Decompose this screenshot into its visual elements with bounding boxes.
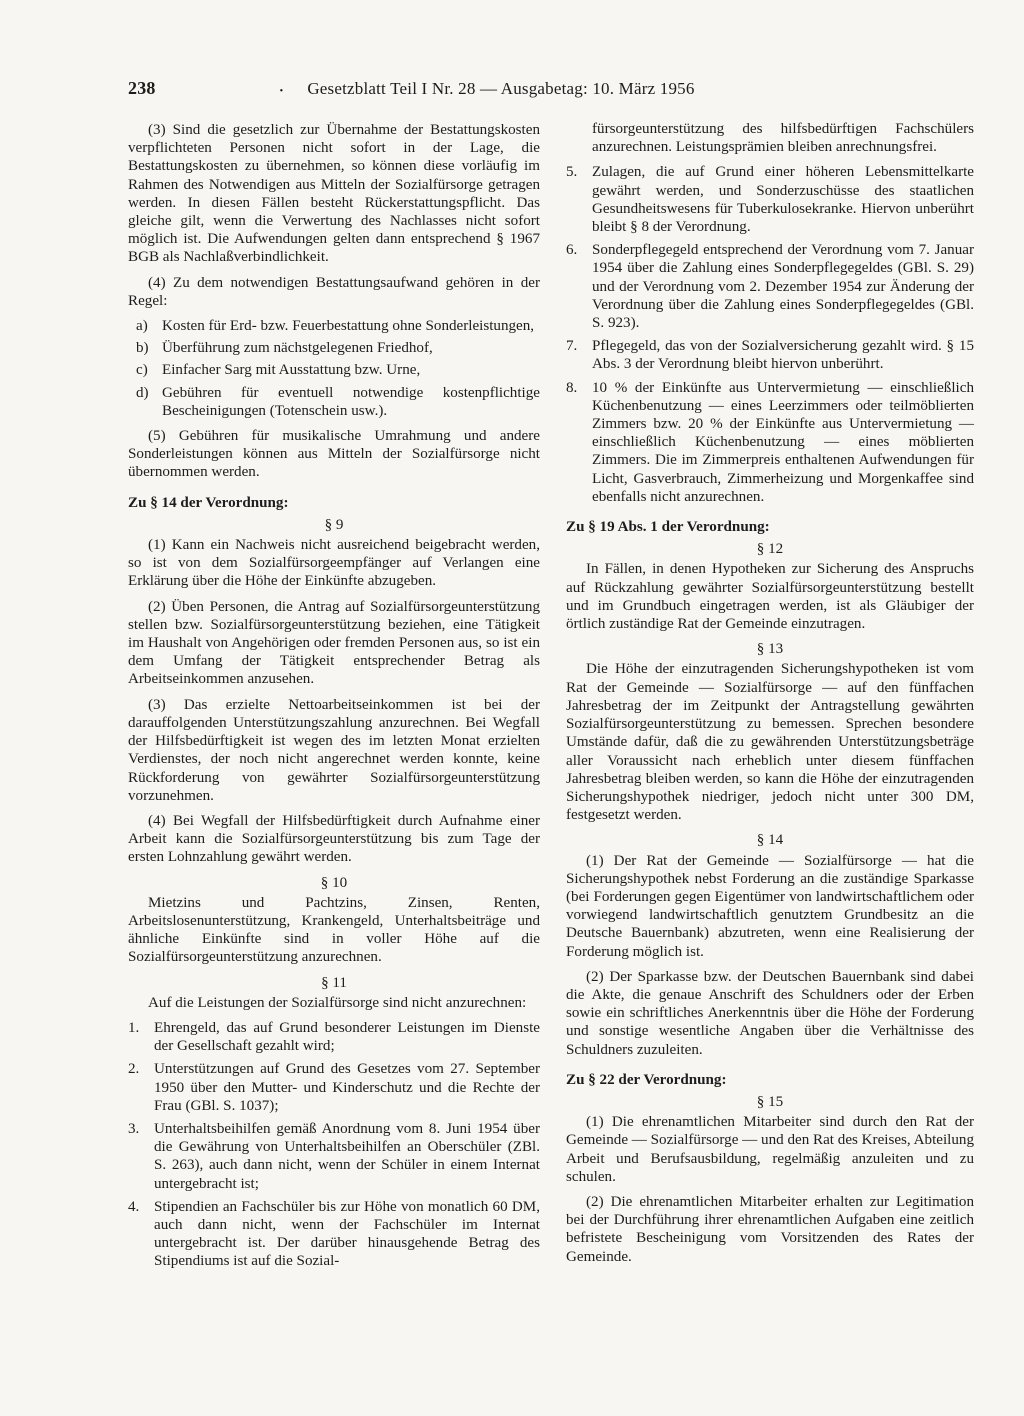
paragraph: (3) Sind die gesetzlich zur Übernahme der Bestattungskosten verpflichteten Personen nicht sofort in der Lage, die Bestattungskosten zu übernehmen, so können diese vorläufig im Rahmen des Notwendigen aus Mitteln der Sozialfürsorge getragen werden. In diesen Fällen besteht Rückerstattungspflicht. Das gleiche gilt, wenn die Verwertung des Nachlasses nicht sofort möglich ist. Die Aufwendungen gelten dann entsprechend § 1967 BGB als Nachlaßverbindlichkeit.: [128, 122, 540, 266]
paragraph: Auf die Leistungen der Sozialfürsorge sind nicht anzurechnen:: [148, 994, 527, 1011]
list-item-continuation: fürsorgeunterstützung des hilfsbedürftigen Fachschülers anzurechnen. Leistungsprämien bleiben anrechnungsfrei.: [592, 121, 974, 156]
header-title: Gesetzblatt Teil I Nr. 28 — Ausgabetag: 10. März 1956: [307, 79, 695, 98]
paragraph: Mietzins und Pachtzins, Zinsen, Renten, Arbeitslosenunterstützung, Krankengeld, Unterhaltsbeiträge und ähnliche Einkünfte sind in voller Höhe auf die Sozialfürsorgeunterstützung anzurechnen.: [128, 894, 540, 966]
list-item: [566, 337, 974, 373]
list-item: [128, 361, 540, 379]
section-number: § 12: [756, 541, 784, 558]
list-item-text: Kosten für Erd- bzw. Feuerbestattung ohne Sonderleistungen,: [162, 318, 535, 335]
paragraph: (1) Kann ein Nachweis nicht ausreichend beigebracht werden, so ist von dem Sozialfürsorgeempfänger auf Verlangen eine Erklärung über die Höhe der Einkünfte abzugeben.: [128, 537, 540, 590]
list-item: [128, 1019, 540, 1055]
list-item: [566, 163, 974, 236]
list-item: [128, 384, 540, 420]
paragraph: (2) Der Sparkasse bzw. der Deutschen Bauernbank sind dabei die Akte, die genaue Anschrift des Schuldners oder der Erben sowie ein schriftliches Anerkenntnis über die Höhe der Forderung und sonstige wesentliche Angaben über die Verhältnisse des Schuldners zuzuleiten.: [566, 968, 974, 1058]
list-item-text: Sonderpflegegeld entsprechend der Verordnung vom 7. Januar 1954 über die Zahlung eines Sonderpflegegeldes (GBl. S. 29) und der Verordnung vom 2. Dezember 1954 zur Änderung der Verordnung über die Zahlung eines Sonderpflegegeldes (GBl. S. 923).: [592, 242, 974, 332]
list-item-text: Gebühren für eventuell notwendige kostenpflichtige Bescheinigungen (Totenschein usw.).: [162, 384, 540, 419]
list-marker: b): [136, 340, 149, 357]
list-item-text: 10 % der Einkünfte aus Untervermietung — einschließlich Küchenbenutzung — eines Leerzimmers oder teilmöblierten Zimmers bzw. 20 % der Einkünfte aus Untervermietung — einschließlich Küchenbenutzung — eines möblierten Zimmers. Die im Zimmerpreis enthaltenen Aufwendungen für Licht, Gasverbrauch, Zimmerheizung und Morgenkaffee sind ebenfalls nicht anzurechnen.: [592, 379, 974, 505]
list-marker: 1.: [128, 1019, 140, 1036]
list-marker: a): [136, 318, 148, 335]
list-item-text: Ehrengeld, das auf Grund besonderer Leistungen im Dienste der Gesellschaft gezahlt wird;: [154, 1019, 540, 1055]
list-item: [128, 339, 540, 357]
list-marker: 5.: [566, 164, 578, 181]
paragraph: (2) Üben Personen, die Antrag auf Sozialfürsorgeunterstützung stellen bzw. Sozialfürsorgeunterstützung beziehen, eine Tätigkeit im Haushalt von Angehörigen oder fremden Personen aus, so ist ein dem Umfang der Tätigkeit entsprechender Betrag als Arbeitseinkommen anzusehen.: [128, 598, 540, 688]
list-item: [128, 1060, 540, 1115]
paragraph: (5) Gebühren für musikalische Umrahmung und andere Sonderleistungen können aus Mitteln der Sozialfürsorge nicht übernommen werden.: [128, 428, 540, 481]
list-marker: 6.: [566, 242, 578, 259]
paragraph: (1) Die ehrenamtlichen Mitarbeiter sind durch den Rat der Gemeinde — Sozialfürsorge — und den Rat des Kreises, Abteilung Arbeit und Berufsausbildung, regelmäßig anzuleiten und zu schulen.: [566, 1114, 975, 1185]
list-item: [128, 1120, 540, 1193]
paragraph: Die Höhe der einzutragenden Sicherungshypotheken ist vom Rat der Gemeinde — Sozialfürsorge — auf den fünffachen Jahresbetrag der im Zeitpunkt der Antragstellung gewährten Sozialfürsorgeunterstützung zu bemessen. Sprechen besondere Umstände dafür, daß die zu gewährenden Unterstützungsbeträge aller Voraussicht nach erheblich unter diesem fünffachen Jahresbetrag bleiben werden, so kann die Höhe der einzutragenden Sicherungshypothek niedriger, jedoch nicht unter 300 DM, festgesetzt werden.: [566, 661, 974, 824]
list-item: [566, 379, 974, 506]
list-item-text: Einfacher Sarg mit Ausstattung bzw. Urne,: [162, 362, 421, 379]
list-marker: 3.: [128, 1120, 140, 1137]
section-number: § 14: [756, 832, 784, 849]
section-heading: Zu § 14 der Verordnung:: [128, 494, 289, 511]
list-item: [566, 241, 974, 332]
list-item-text: Unterhaltsbeihilfen gemäß Anordnung vom 8. Juni 1954 über die Gewährung von Unterhaltsbeihilfen an Oberschüler (ZBl. S. 263), auch dann nicht, wenn der Schüler in einem Internat untergebracht ist;: [154, 1120, 540, 1192]
page-header: [128, 78, 784, 104]
list-marker: 7.: [566, 338, 578, 355]
page-number: 238: [128, 78, 156, 98]
list-item: [128, 317, 540, 335]
section-heading: Zu § 22 der Verordnung:: [566, 1071, 727, 1088]
paragraph: (3) Das erzielte Nettoarbeitseinkommen ist bei der darauffolgenden Unterstützungszahlung anzurechnen. Bei Wegfall der Hilfsbedürftigkeit ist wegen des im letzten Monat erzielten Verdienstes, der noch nicht angerechnet werden konnte, keine Rückforderung von gewährter Sozialfürsorgeunterstützung vorzunehmen.: [128, 696, 540, 804]
paragraph: (2) Die ehrenamtlichen Mitarbeiter erhalten zur Legitimation bei der Durchführung ihrer ehrenamtlichen Aufgaben eine zeitlich befristete Bescheinigung vom Vorsitzenden des Rates der Gemeinde.: [566, 1193, 974, 1265]
section-number: § 9: [324, 516, 344, 533]
list-item-text: Zulagen, die auf Grund einer höheren Lebensmittelkarte gewährt werden, und Sonderzuschüsse des staatlichen Gesundheitswesens für Tuberkulosekranke. Hiervon unberührt bleibt § 8 der Verordnung.: [592, 164, 974, 236]
numbered-list: [128, 1019, 540, 1271]
list-marker: d): [136, 384, 149, 401]
left-column: [128, 121, 540, 1278]
list-marker: 8.: [566, 379, 578, 396]
list-marker: 4.: [128, 1198, 140, 1215]
list-item-text: Pflegegeld, das von der Sozialversicherung gezahlt wird. § 15 Abs. 3 der Verordnung bleibt hiervon unberührt.: [592, 338, 974, 373]
paragraph: (1) Der Rat der Gemeinde — Sozialfürsorge — hat die Sicherungshypothek nebst Forderung an die zuständige Sparkasse (bei Forderungen gegen Eigentümer von landwirtschaftlichem oder vorwiegend landwirtschaftlich genutztem Grundbesitz an die Deutsche Bauernbank) abzutreten, wenn eine Realisierung der Forderung möglich ist.: [566, 852, 974, 960]
section-number: § 13: [756, 641, 784, 658]
lettered-list: [128, 317, 540, 420]
list-item-text: Stipendien an Fachschüler bis zur Höhe von monatlich 60 DM, auch dann nicht, wenn der Fachschüler im Internat untergebracht ist. Der darüber hinausgehende Betrag des Stipendiums ist auf die Sozial-: [154, 1198, 540, 1270]
right-column: [566, 120, 974, 1273]
list-item-text: Unterstützungen auf Grund des Gesetzes vom 27. September 1950 über den Mutter- und Kinderschutz und die Rechte der Frau (GBl. S. 1037);: [154, 1061, 540, 1114]
numbered-list: [566, 163, 974, 506]
list-item: [128, 1198, 540, 1271]
list-item-text: Überführung zum nächstgelegenen Friedhof,: [162, 340, 433, 357]
paragraph: In Fällen, in denen Hypotheken zur Sicherung des Anspruchs auf Rückzahlung gewährter Sozialfürsorgeunterstützung bestellt und im Grundbuch eingetragen werden, ist als Gläubiger der örtlich zuständige Rat der Gemeinde einzutragen.: [566, 561, 974, 633]
paragraph: (4) Zu dem notwendigen Bestattungsaufwand gehören in der Regel:: [128, 274, 540, 309]
section-number: § 15: [756, 1093, 784, 1110]
list-marker: 2.: [128, 1061, 140, 1078]
header-dot: •: [279, 86, 284, 97]
section-number: § 10: [320, 874, 348, 891]
paragraph: (4) Bei Wegfall der Hilfsbedürftigkeit durch Aufnahme einer Arbeit kann die Sozialfürsorgeunterstützung bis zum Tage der ersten Lohnzahlung gewährt werden.: [128, 812, 540, 866]
list-marker: c): [136, 362, 148, 379]
section-number: § 11: [321, 974, 347, 991]
section-heading: Zu § 19 Abs. 1 der Verordnung:: [566, 519, 770, 536]
